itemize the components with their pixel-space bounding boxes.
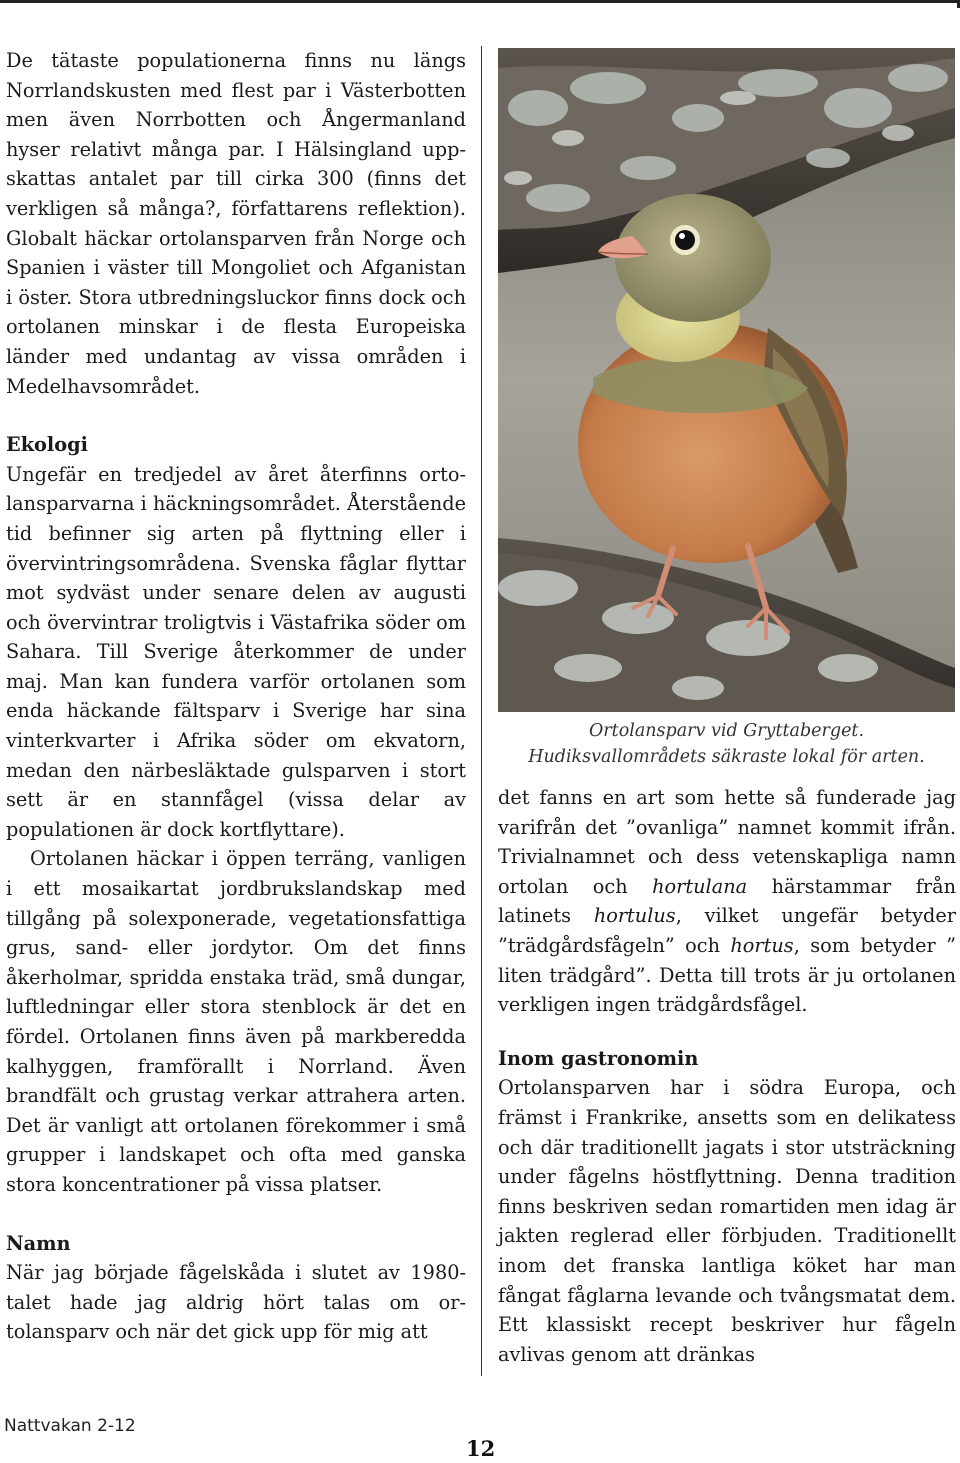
left-column [6, 46, 466, 1347]
paragraph-habitat: Ortolanen häckar i öppen terräng, vanligen i ett mosaikartat jordbrukslandskap med tillgång på solexponerade, vegetationsfattiga grus, sand- eller jordytor. Om det finns åkerholmar, spridda enstaka träd, små dungar, luftledningar eller stora stenblock är det en fördel. Ortolanen finns även på markberedda kalhyggen, framförallt i Norrland. Även brandfält och grustag verkar attrahera arten. Det är vanligt att ortolanen förekommer i små grupper i landskapet och ofta med ganska stora koncentrationer på vissa platser. [6, 847, 466, 1196]
latin-term: hortulus [593, 904, 676, 928]
heading-ekologi: Ekologi [6, 433, 88, 457]
heading-namn: Namn [6, 1231, 71, 1255]
text-run: , vilket ungefär betyder ”trädgårdsfågeln” och [498, 904, 956, 957]
paragraph-namn: När jag började fågelskåda i slutet av 1980-talet hade jag aldrig hört talas om ortolansparv och när det gick upp för mig att [6, 1261, 466, 1344]
text-run: härstammar från latinets [498, 874, 956, 928]
ortolan-bunting-illustration [498, 48, 955, 712]
paragraph-ekologi: Ungefär en tredjedel av året återfinns ortolansparvarna i häckningsområdet. Återstående tid befinner sig arten på flyttning eller i övervintringsområdena. Svenska fåglar flyttar mot sydväst under senare delen av augusti och övervintrar troligtvis i Västafrika söder om Sahara. Till Sverige återkommer de under maj. Man kan fundera varför ortolanen som enda häckande fältsparv i Sverige har sina vinterkvarter i Afrika söder om ekvatorn, medan den närbesläktade gulsparven i stort sett är en stannfågel (vissa delar av populationen är dock kortflyttare). [6, 462, 466, 841]
latin-term: hortus [730, 933, 794, 957]
photo-caption [498, 718, 955, 770]
latin-term: hortulana [652, 874, 748, 898]
caption-line-2: Hudiksvallområdets säkraste lokal för arten. [528, 747, 925, 767]
top-rule [0, 0, 960, 3]
text-run: det fanns en art som hette så funderade jag varifrån det ”ovanliga” namnet kommit ifrån. Trivialnamnet och dess vetenskapliga namn ortolan och [498, 786, 956, 898]
column-divider [481, 46, 482, 1376]
magazine-issue: Nattvakan 2-12 [4, 1416, 136, 1436]
paragraph-gastronomin: Ortolansparven har i södra Europa, och främst i Frankrike, ansetts som en delikatess och där traditionellt jagats i stor utsträckning under fågelns höstflyttning. Denna tradition finns beskriven sedan romartiden men idag är jakten reglerad eller förbjuden. Traditionellt inom det franska lantliga köket har man fångat fåglarna levande och tvångsmatat dem. Ett klassiskt recept beskriver hur fågeln avlivas genom att dränkas [498, 1076, 956, 1366]
bird-photo [498, 48, 955, 712]
paragraph-distribution: De tätaste populationerna finns nu längs Norrlandskusten med flest par i Västerbotten men även Norrbotten och Ångermanland hyser relativt många par. I Hälsingland uppskattas antalet par till cirka 300 (finns det verkligen så många?, författarens reflektion). Globalt häckar ortolansparven från Norge och Spanien i väster till Mongoliet och Afganistan i öster. Stora utbredningsluckor finns dock och ortolanen minskar i de flesta Europeiska länder med undantag av vissa områden i Medelhavsområdet. [6, 49, 466, 398]
page-number: 12 [466, 1436, 496, 1461]
right-column [498, 783, 956, 1369]
heading-gastronomin: Inom gastronomin [498, 1046, 699, 1070]
text-run: , som betyder ” liten trädgård”. Detta till trots är ju ortolanen verkligen ingen trädgårdsfågel. [498, 933, 956, 1017]
caption-line-1: Ortolansparv vid Gryttaberget. [588, 721, 865, 741]
paragraph-namn-continued [498, 783, 956, 1020]
